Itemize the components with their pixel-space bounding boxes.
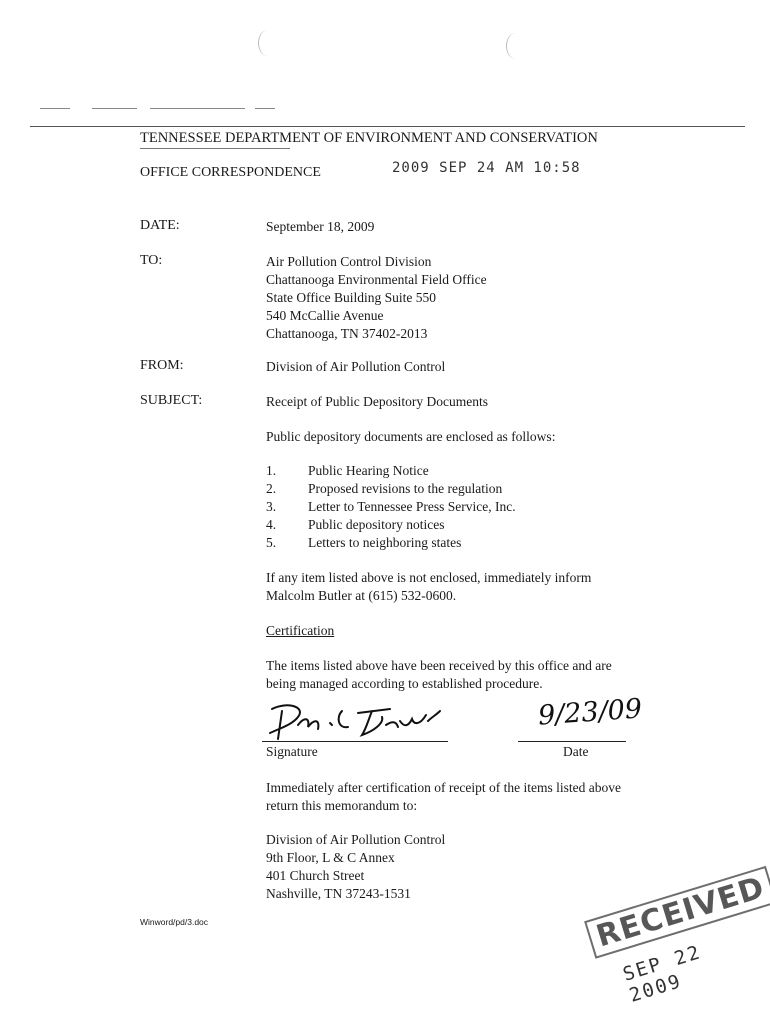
to-line: Air Pollution Control Division [266, 254, 432, 269]
list-item-text: Letter to Tennessee Press Service, Inc. [308, 499, 516, 514]
list-item [266, 517, 444, 533]
received-stamp-date: SEP 22 2009 [620, 941, 704, 1007]
inform-line-1: If any item listed above is not enclosed, immediately inform [266, 570, 592, 585]
inform-line-2: Malcolm Butler at (615) 532-0600. [266, 588, 457, 603]
scan-mark [255, 108, 275, 109]
intro-text: Public depository documents are enclosed as follows: [266, 429, 556, 444]
handwritten-signature [258, 695, 458, 745]
from-value: Division of Air Pollution Control [266, 359, 446, 374]
handwritten-date: 9/23/09 [537, 693, 644, 732]
to-address [266, 253, 487, 343]
cert-line-2: being managed according to established procedure. [266, 676, 543, 691]
list-item-number: 5. [266, 535, 277, 550]
date-field-label: Date [563, 744, 589, 759]
to-line: 540 McCallie Avenue [266, 308, 384, 323]
return-address-line: Nashville, TN 37243-1531 [266, 886, 411, 901]
list-item-text: Proposed revisions to the regulation [308, 481, 503, 496]
date-line [518, 741, 626, 742]
to-line: Chattanooga, TN 37402-2013 [266, 326, 428, 341]
scan-mark [92, 108, 137, 109]
list-item [266, 535, 461, 551]
list-item-number: 4. [266, 517, 277, 532]
return-address-line: 9th Floor, L & C Annex [266, 850, 395, 865]
received-stamp [577, 870, 769, 1024]
signature-label: Signature [266, 744, 318, 759]
to-label: TO: [140, 253, 163, 268]
punch-hole-right [506, 33, 525, 59]
date-label: DATE: [140, 218, 180, 233]
header-rule [30, 126, 745, 127]
date-value: September 18, 2009 [266, 219, 375, 234]
to-line: Chattanooga Environmental Field Office [266, 272, 487, 287]
file-reference: Winword/pd/3.doc [140, 917, 209, 927]
list-item-number: 3. [266, 499, 277, 514]
title-underline [140, 148, 290, 149]
cert-line-1: The items listed above have been received by this office and are [266, 658, 612, 673]
scan-mark [40, 108, 70, 109]
subject-label: SUBJECT: [140, 393, 203, 408]
signature-line [262, 741, 448, 742]
list-item-text: Public depository notices [308, 517, 445, 532]
received-stamp-title: RECEIVED [584, 866, 770, 959]
list-item-number: 2. [266, 481, 277, 496]
scan-mark [150, 108, 245, 109]
certification-heading: Certification [266, 623, 335, 638]
return-address-line: 401 Church Street [266, 868, 365, 883]
doc-type: OFFICE CORRESPONDENCE [140, 165, 321, 180]
list-item [266, 463, 429, 479]
subject-value: Receipt of Public Depository Documents [266, 394, 488, 409]
list-item [266, 481, 502, 497]
list-item-text: Letters to neighboring states [308, 535, 462, 550]
from-label: FROM: [140, 358, 184, 373]
time-stamp: 2009 SEP 24 AM 10:58 [392, 160, 581, 176]
list-item-text: Public Hearing Notice [308, 463, 429, 478]
return-address-line: Division of Air Pollution Control [266, 832, 446, 847]
return-address [266, 831, 445, 903]
agency-title: TENNESSEE DEPARTMENT OF ENVIRONMENT AND CONSERVATION [140, 130, 598, 146]
list-item [266, 499, 516, 515]
list-item-number: 1. [266, 463, 277, 478]
to-line: State Office Building Suite 550 [266, 290, 436, 305]
return-line-1: Immediately after certification of receipt of the items listed above [266, 780, 621, 795]
punch-hole-left [258, 30, 277, 56]
return-line-2: return this memorandum to: [266, 798, 418, 813]
